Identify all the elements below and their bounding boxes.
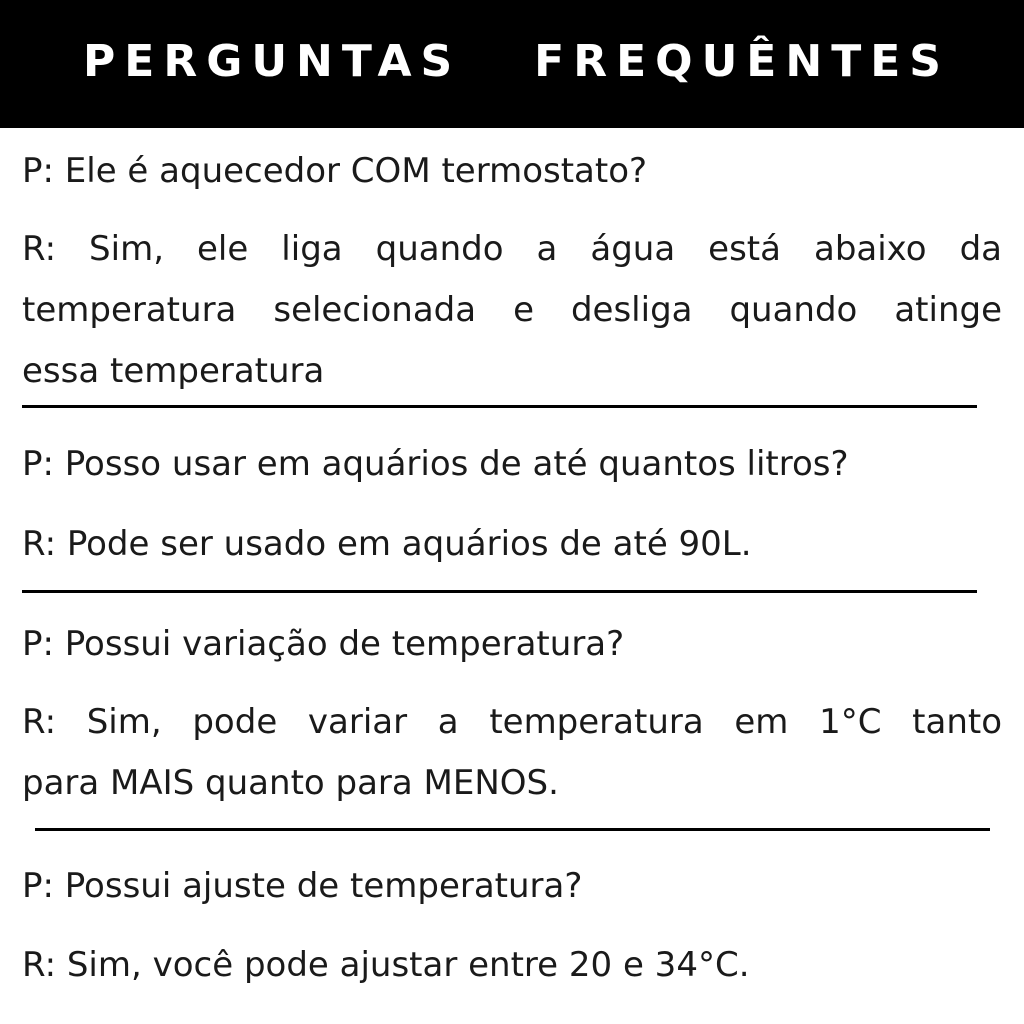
faq-answer-3-line-2: para MAIS quanto para MENOS. — [22, 763, 559, 803]
faq-question-4: P: Possui ajuste de temperatura? — [22, 866, 583, 906]
faq-answer-2-line-1: R: Pode ser usado em aquários de até 90L. — [22, 524, 752, 564]
faq-answer-1-line-2: temperatura selecionada e desliga quando atinge — [22, 290, 1002, 330]
faq-answer-4-line-1: R: Sim, você pode ajustar entre 20 e 34°C. — [22, 945, 750, 985]
divider-1 — [22, 405, 977, 408]
divider-3 — [35, 828, 990, 831]
page-title: PERGUNTAS FREQUÊNTES — [83, 35, 950, 87]
header-banner — [0, 0, 1024, 128]
faq-answer-1-line-3: essa temperatura — [22, 351, 325, 391]
faq-question-3: P: Possui variação de temperatura? — [22, 624, 625, 664]
divider-2 — [22, 590, 977, 593]
faq-question-1: P: Ele é aquecedor COM termostato? — [22, 151, 648, 191]
faq-answer-3-line-1: R: Sim, pode variar a temperatura em 1°C tanto — [22, 702, 1002, 742]
faq-question-2: P: Posso usar em aquários de até quantos litros? — [22, 444, 849, 484]
faq-answer-1-line-1: R: Sim, ele liga quando a água está abaixo da — [22, 229, 1002, 269]
